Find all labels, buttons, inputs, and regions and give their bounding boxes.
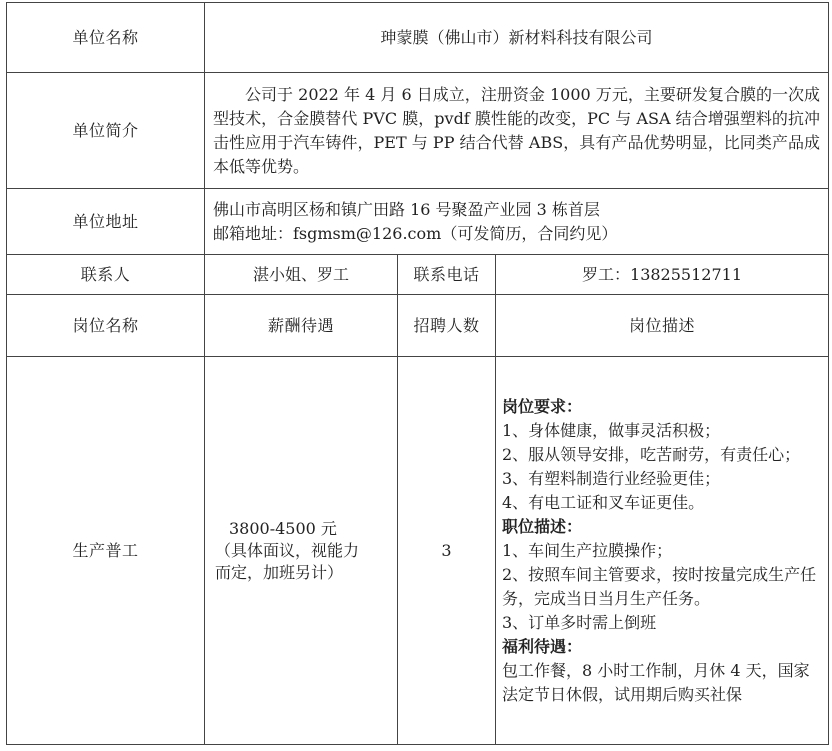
job-row [7,357,829,745]
company-address-label: 单位地址 [7,189,205,255]
company-address-cell [205,189,829,255]
requirement-item: 4、有电工证和叉车证更佳。 [502,492,705,512]
job-salary-line-1: 3800-4500 元 [229,518,337,538]
contact-phone-label: 联系电话 [398,255,496,295]
benefits-text: 包工作餐，8 小时工作制，月休 4 天，国家法定节日休假，试用期后购买社保 [502,660,810,704]
duty-item: 2、按照车间主管要求，按时按量完成生产任务，完成当日当月生产任务。 [502,564,817,608]
contact-label: 联系人 [7,255,205,295]
job-posting-table [6,2,829,745]
contact-row [7,255,829,295]
contact-phone: 罗工：13825512711 [496,255,829,295]
requirement-item: 3、有塑料制造行业经验更佳； [502,468,721,488]
benefits-title: 福利待遇： [502,636,583,656]
company-intro: 公司于 2022 年 4 月 6 日成立，注册资金 1000 万元，主要研发复合膜的一次成型技术，合金膜替代 PVC 膜，pvdf 膜性能的改变，PC 与 ASA 结合增强塑料的抗冲击性应用于汽车铸件，PET 与 PP 结合代替 ABS，具有产品优势明显，比同类产品成本低等优势。 [205,73,829,189]
company-address-row [7,189,829,255]
job-salary-line-3: 而定，加班另计） [215,562,344,582]
requirement-item: 1、身体健康，做事灵活积极； [502,420,721,440]
duties-title: 职位描述： [502,516,583,536]
header-position: 岗位名称 [7,295,205,357]
company-name-row [7,3,829,73]
company-email: 邮箱地址：fsgmsm@126.com（可发简历，合同约见） [213,223,618,243]
company-intro-label: 单位简介 [7,73,205,189]
requirements-title: 岗位要求： [502,396,583,416]
contact-person: 湛小姐、罗工 [205,255,398,295]
company-name-label: 单位名称 [7,3,205,73]
job-description [496,357,829,745]
duty-item: 3、订单多时需上倒班 [502,612,657,632]
job-salary-line-2: （具体面议，视能力 [215,540,360,560]
company-intro-row [7,73,829,189]
requirement-item: 2、服从领导安排，吃苦耐劳，有责任心； [502,444,801,464]
duty-item: 1、车间生产拉膜操作； [502,540,673,560]
company-name: 珅蒙膜（佛山市）新材料科技有限公司 [205,3,829,73]
header-salary: 薪酬待遇 [205,295,398,357]
header-description: 岗位描述 [496,295,829,357]
job-position: 生产普工 [7,357,205,745]
company-address: 佛山市高明区杨和镇广田路 16 号聚盈产业园 3 栋首层 [213,199,600,219]
job-salary [205,357,398,745]
header-count: 招聘人数 [398,295,496,357]
job-count: 3 [398,357,496,745]
header-row [7,295,829,357]
